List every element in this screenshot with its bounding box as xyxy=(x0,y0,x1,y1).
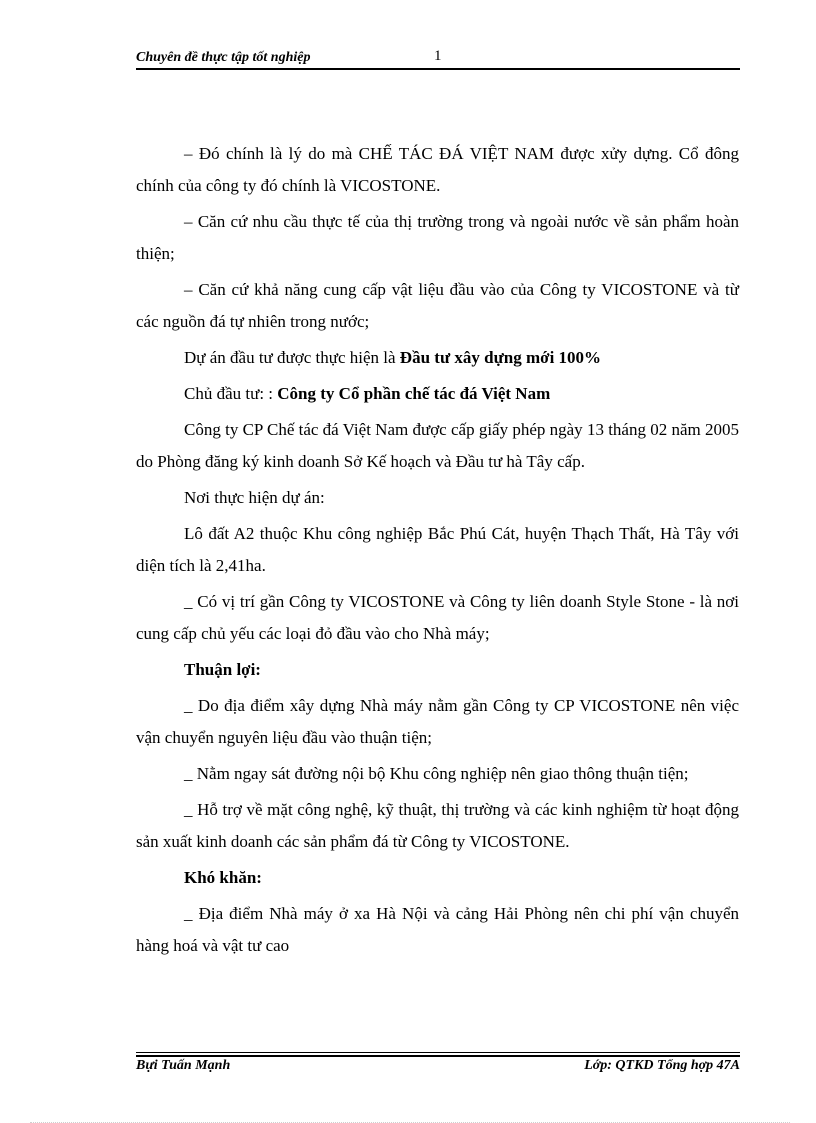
footer-divider xyxy=(136,1055,740,1057)
paragraph-text: Chủ đầu tư: : xyxy=(184,384,278,403)
header-divider xyxy=(136,68,740,70)
bold-text: Công ty Cổ phần chế tác đá Việt Nam xyxy=(277,384,551,403)
author-name: Bựi Tuấn Mạnh xyxy=(136,1058,231,1073)
section-heading xyxy=(136,862,739,894)
page-header xyxy=(136,48,740,68)
class-label: Lớp: QTKD Tổng hợp 47A xyxy=(584,1058,740,1073)
paragraph: _ Hỗ trợ về mặt công nghệ, kỹ thuật, thị trường và các kinh nghiệm từ hoạt động sản xuất kinh doanh các sản phẩm đá từ Công ty VICOSTONE. xyxy=(136,800,739,851)
heading-text: Thuận lợi: xyxy=(184,660,261,679)
paragraph: _ Do địa điểm xây dựng Nhà máy nằm gần Công ty CP VICOSTONE nên việc vận chuyển nguyên liệu đầu vào thuận tiện; xyxy=(136,696,739,747)
paragraph: Công ty CP Chế tác đá Việt Nam được cấp giấy phép ngày 13 tháng 02 năm 2005 do Phòng đăng ký kinh doanh Sở Kế hoạch và Đầu tư hà Tây cấp. xyxy=(136,420,739,471)
paragraph: – Căn cứ khả năng cung cấp vật liệu đầu vào của Công ty VICOSTONE và từ các nguồn đá tự nhiên trong nước; xyxy=(136,280,739,331)
bold-text: Đầu tư xây dựng mới 100% xyxy=(399,348,602,367)
paragraph: Nơi thực hiện dự án: xyxy=(184,488,325,507)
paragraph: _ Địa điểm Nhà máy ở xa Hà Nội và cảng Hải Phòng nên chi phí vận chuyển hàng hoá và vật tư cao xyxy=(136,904,739,955)
heading-text: Khó khăn: xyxy=(184,868,262,887)
footer-divider xyxy=(136,1052,740,1053)
paragraph: – Căn cứ nhu cầu thực tế của thị trường trong và ngoài nước về sản phẩm hoàn thiện; xyxy=(136,212,739,263)
paragraph xyxy=(136,378,739,410)
page-number: 1 xyxy=(434,48,442,64)
paragraph: – Đó chính là lý do mà CHẾ TÁC ĐÁ VIỆT NAM được xửy dựng. Cổ đông chính của công ty đó chính là VICOSTONE. xyxy=(136,144,739,195)
document-body xyxy=(136,138,739,966)
page-footer xyxy=(136,1058,740,1078)
section-heading xyxy=(136,654,739,686)
paragraph xyxy=(136,342,739,374)
paragraph: _ Nằm ngay sát đường nội bộ Khu công nghiệp nên giao thông thuận tiện; xyxy=(184,764,689,783)
document-title: Chuyên đề thực tập tốt nghiệp xyxy=(136,50,311,65)
paragraph: Lô đất A2 thuộc Khu công nghiệp Bắc Phú Cát, huyện Thạch Thất, Hà Tây với diện tích là 2,41ha. xyxy=(136,524,739,575)
paragraph-text: Dự án đầu tư được thực hiện là xyxy=(184,348,400,367)
paragraph: _ Có vị trí gần Công ty VICOSTONE và Công ty liên doanh Style Stone - là nơi cung cấp chủ yếu các loại đỏ đầu vào cho Nhà máy; xyxy=(136,592,739,643)
